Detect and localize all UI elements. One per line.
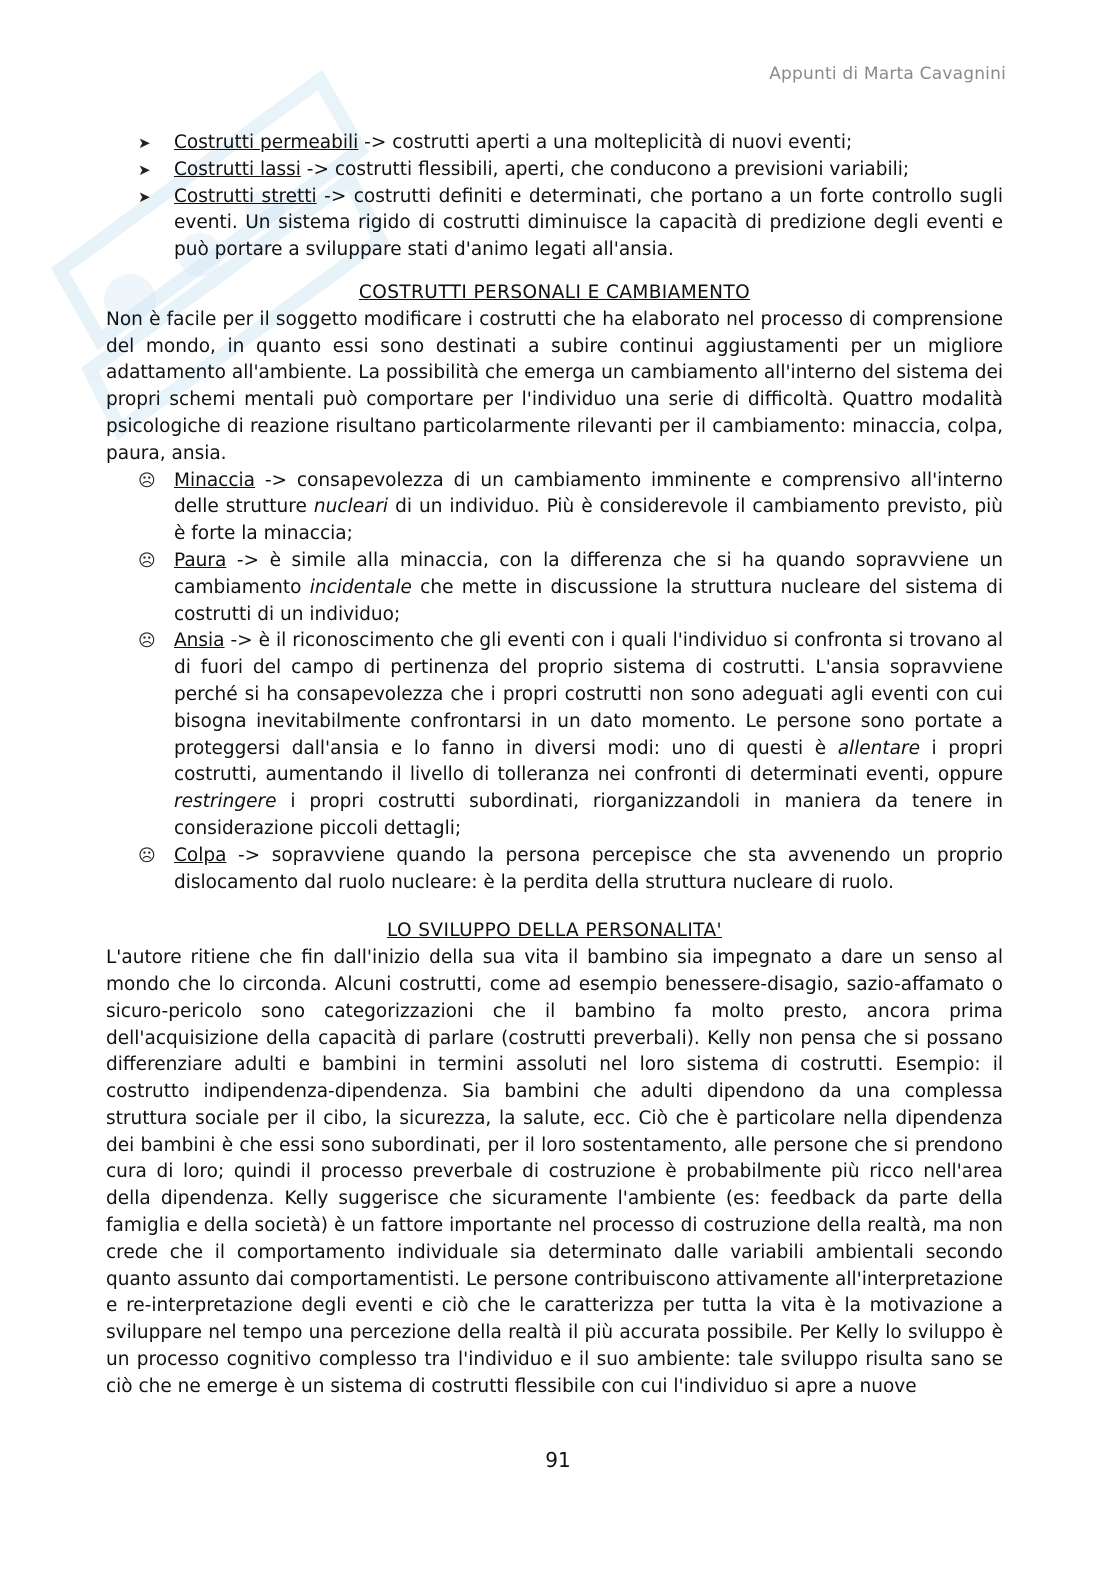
item-text: di un individuo. Più è considerevole il cambiamento previsto, più è forte la minaccia;	[174, 496, 1003, 545]
arrow-bullet-icon: ➤	[138, 134, 151, 152]
list-item	[106, 468, 1003, 548]
frown-face-icon: ☹	[138, 470, 156, 491]
italic-term: nucleari	[313, 496, 389, 518]
term: Ansia	[174, 630, 225, 652]
item-text: -> costrutti definiti e determinati, che portano a un forte controllo sugli eventi. Un sistema rigido di costrutti diminuisce la capacità di predizione degli eventi e può portare a sviluppare stati d'animo legati all'ansia.	[174, 185, 1003, 261]
term: Minaccia	[174, 469, 255, 491]
italic-term: restringere	[174, 791, 277, 813]
item-text: -> costrutti aperti a una molteplicità di nuovi eventi;	[358, 132, 853, 153]
frown-face-icon: ☹	[138, 631, 156, 652]
arrow-bullet-icon: ➤	[138, 187, 151, 206]
item-text: -> costrutti flessibili, aperti, che conducono a previsioni variabili;	[300, 158, 910, 180]
item-text: -> consapevolezza di un cambiamento imminente e comprensivo all'interno delle strutture	[174, 469, 1003, 518]
list-item	[106, 130, 1003, 157]
list-item	[106, 548, 1003, 628]
item-text: i propri costrutti, aumentando il livello di tolleranza nei confronti di determinati eventi, oppure	[174, 737, 1003, 786]
item-text: i propri costrutti subordinati, riorganizzandoli in maniera da tenere in considerazione piccoli dettagli;	[174, 791, 1003, 839]
page-content	[106, 130, 1003, 1401]
list-item	[106, 157, 1003, 184]
list-item	[106, 184, 1003, 264]
item-text: che mette in discussione la struttura nucleare del sistema di costrutti di un individuo;	[174, 576, 1003, 625]
frown-face-icon: ☹	[138, 550, 156, 571]
list-item	[106, 628, 1003, 842]
section-title-change: COSTRUTTI PERSONALI E CAMBIAMENTO	[358, 281, 751, 303]
arrow-bullet-icon: ➤	[138, 160, 151, 179]
item-text: -> sopravviene quando la persona percepisce che sta avvenendo un proprio dislocamento dal ruolo nucleare: è la perdita della struttura nucleare di ruolo.	[174, 844, 1003, 893]
italic-term: incidentale	[309, 576, 412, 598]
section-body: L'autore ritiene che fin dall'inizio della sua vita il bambino sia impegnato a dare un senso al mondo che lo circonda. Alcuni costrutti, come ad esempio benessere-disagio, sazio-affamato o sicuro-pericolo sono categorizzazioni che il bambino fa molto presto, ancora prima dell'acquisizione della capacità di parlare (costrutti preverbali). Kelly non pensa che si possano differenziare adulti e bambini in termini assoluti nel loro sistema di costrutti. Esempio: il costrutto indipendenza-dipendenza. Sia bambini che adulti dipendono da una complessa struttura sociale per il cibo, la sicurezza, la salute, ecc. Ciò che è particolare nella dipendenza dei bambini è che essi sono subordinati, per il loro sostentamento, alle persone che si prendono cura di loro; quindi il processo preverbale di costruzione è probabilmente più ricco nell'area della dipendenza. Kelly suggerisce che sicuramente l'ambiente (es: feedback da parte della famiglia e della società) è un fattore importante nel processo di costruzione della realtà, ma non crede che il comportamento individuale sia determinato dalle variabili ambientali secondo quanto assunto dai comportamentisti. Le persone contribuiscono attivamente all'interpretazione e re-interpretazione degli eventi e ciò che le caratterizza per tutta la vita è la motivazione a sviluppare nel tempo una percezione della realtà il più accurata possibile. Per Kelly lo sviluppo è un processo cognitivo complesso tra l'individuo e il suo ambiente: tale sviluppo risulta sano se ciò che ne emerge è un sistema di costrutti flessibile con cui l'individuo si apre a nuove	[106, 947, 1003, 1397]
term: Paura	[174, 549, 227, 571]
page-number: 91	[545, 1448, 571, 1472]
term: Colpa	[174, 844, 227, 866]
item-text: -> è simile alla minaccia, con la differenza che si ha quando sopravviene un cambiamento	[174, 549, 1003, 598]
reactions-list	[106, 468, 1003, 897]
section-intro: Non è facile per il soggetto modificare i costrutti che ha elaborato nel processo di comprensione del mondo, in quanto essi sono destinati a subire continui aggiustamenti per un migliore adattamento all'ambiente. La possibilità che emerga un cambiamento all'interno del sistema dei propri schemi mentali può comportare per l'individuo una serie di difficoltà. Quattro modalità psicologiche di reazione risultano particolarmente rilevanti per il cambiamento: minaccia, colpa, paura, ansia.	[106, 308, 1003, 464]
list-item	[106, 843, 1003, 897]
item-text: -> è il riconoscimento che gli eventi con i quali l'individuo si confronta si trovano al di fuori del campo di pertinenza del proprio sistema di costrutti. L'ansia sopravviene perché si ha consapevolezza che i propri costrutti non sono adeguati agli eventi con cui bisogna inevitabilmente confrontarsi in un dato momento. Le persone sono portate a proteggersi dall'ansia e lo fanno in diversi modi: uno di questi è	[174, 630, 1003, 759]
section-title-development: LO SVILUPPO DELLA PERSONALITA'	[386, 920, 722, 942]
frown-face-icon: ☹	[138, 845, 156, 866]
term: Costrutti permeabili	[174, 132, 359, 153]
header-author-note: Appunti di Marta Cavagnini	[769, 64, 1006, 84]
term: Costrutti stretti	[174, 185, 317, 207]
construct-types-list	[106, 130, 1003, 264]
term: Costrutti lassi	[174, 158, 301, 180]
italic-term: allentare	[837, 737, 920, 759]
